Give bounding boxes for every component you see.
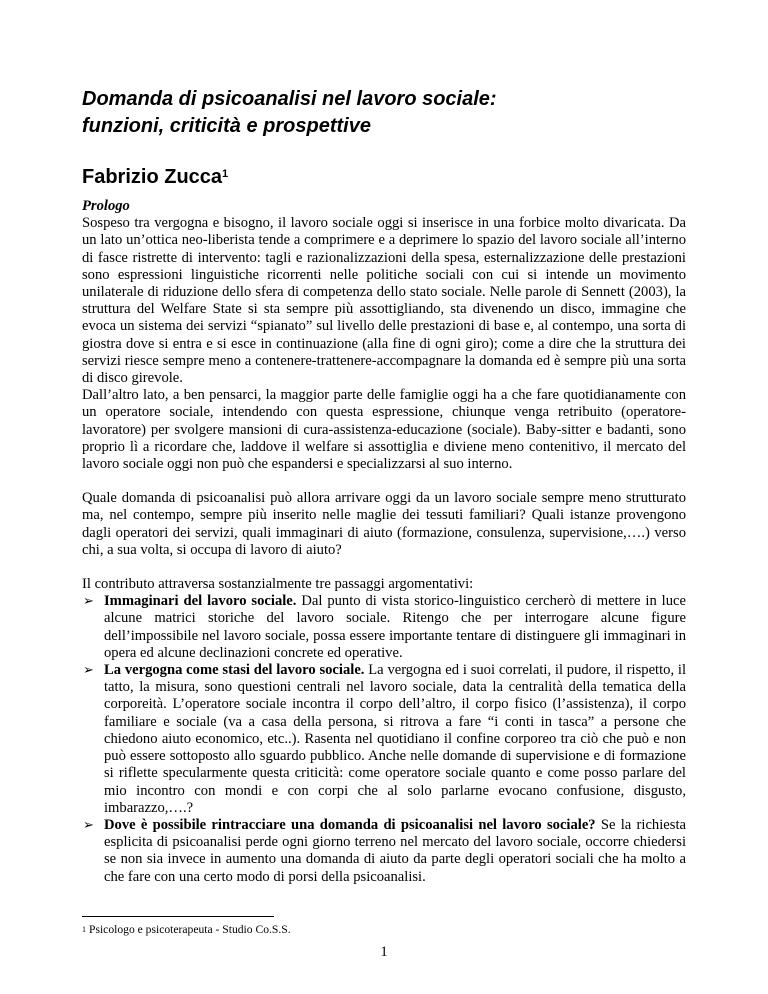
- arrow-bullet-icon: ➢: [83, 594, 94, 610]
- paragraph-spacer: [82, 473, 686, 490]
- arrow-bullet-icon: ➢: [83, 817, 94, 833]
- list-item-text: Dal punto di vista storico-linguistico cercherò di mettere in luce alcune matrici storiche del lavoro sociale. Ritengo che per interrogare alcune figure dell’impossibile nel lavoro sociale, possa essere importante tentare di distinguere gli immaginari in opera ed alcune declinazioni concrete ed operative.: [104, 593, 686, 661]
- argument-list: [82, 593, 686, 885]
- document-title: [82, 86, 722, 139]
- paragraph-2: Dall’altro lato, a ben pensarci, la maggior parte delle famiglie oggi ha a che fare quotidianamente con un operatore sociale, intendendo con questa espressione, chiunque venga retribuito (operatore-lavoratore) per svolgere mansioni di cura-assistenza-educazione (sociale). Baby-sitter e badanti, sono proprio lì a ricordare che, laddove il welfare si assottiglia e diviene meno contenitivo, il mercato del lavoro sociale oggi non può che espandersi e specializzarsi al suo interno.: [82, 387, 686, 473]
- list-item-lead: La vergogna come stasi del lavoro sociale.: [104, 662, 365, 679]
- list-item: [82, 817, 686, 886]
- document-body: [82, 198, 686, 886]
- author-name: [82, 165, 228, 189]
- footnote-reference[interactable]: 1: [222, 168, 229, 180]
- list-item-lead: Dove è possibile rintracciare una domanda di psicoanalisi nel lavoro sociale?: [104, 816, 596, 833]
- section-heading: Prologo: [82, 198, 130, 214]
- paragraph-3: Quale domanda di psicoanalisi può allora arrivare oggi da un lavoro sociale sempre meno strutturato ma, nel contempo, sempre più inserito nelle maglie dei tessuti familiari? Quali istanze provengono dagli operatori dei servizi, quali immaginari di aiuto (formazione, consulenza, supervisione,….) verso chi, a sua volta, si occupa di lavoro di aiuto?: [82, 490, 686, 558]
- list-item-text: La vergogna ed i suoi correlati, il pudore, il rispetto, il tatto, la misura, sono questioni centrali nel lavoro sociale, data la centralità della tematica della corporeità. L’operatore sociale incontra il corpo dell’altro, il corpo fisico (l’assistenza), il corpo familiare e sociale (va a casa della persona, si ritrova a fare “i conti in tasca” a persone che chiedono aiuto economico, etc..). Rasenta nel quotidiano il confine corporeo tra ciò che può e non può essere sottoposto allo sguardo pubblico. Anche nelle domande di supervisione e di formazione si riflette specularmente questa criticità: come operatore sociale quanto e come posso parlare del mio incontro con mondi e con corpi che al solo parlarne evocano confusione, disgusto, imbarazzo,….?: [104, 662, 687, 816]
- list-item-text: Se la richiesta esplicita di psicoanalisi perde ogni giorno terreno nel mercato del lavoro sociale, occorre chiedersi se non sia invece in aumento una domanda di aiuto da parte degli operatori sociali che ha molto a che fare con una certo modo di porsi della psicoanalisi.: [104, 816, 686, 885]
- paragraph-4: Il contributo attraversa sostanzialmente tre passaggi argomentativi:: [82, 576, 474, 593]
- paragraph-spacer: [82, 559, 686, 576]
- footnote-divider: [82, 916, 274, 917]
- arrow-bullet-icon: ➢: [83, 663, 94, 679]
- list-item: [82, 593, 686, 662]
- title-line-1: Domanda di psicoanalisi nel lavoro sociale:: [82, 88, 497, 110]
- page-number: 1: [380, 944, 388, 960]
- paragraph-1: Sospeso tra vergogna e bisogno, il lavoro sociale oggi si inserisce in una forbice molto divaricata. Da un lato un’ottica neo-liberista tende a comprimere e a deprimere lo spazio del lavoro sociale all’interno di fasce ristrette di intervento: tagli e razionalizzazioni della spesa, esternalizzazione delle prestazioni sono espressioni linguistiche ricorrenti nelle politiche sociali con cui si intende un movimento unilaterale di riduzione dello sfera di competenza dello stato sociale. Nelle parole di Sennett (2003), la struttura del Welfare State si sta sempre più assottigliando, sta divenendo un disco, immagine che evoca un sistema dei servizi “spianato” sul livello delle prestazioni di base e, al contempo, una sorta di giostra dove si entra e si esce in continuazione (alla fine di ogni giro); come a dire che la struttura dei servizi riesce sempre meno a contenere-trattenere-accompagnare la domanda ed è sempre più una sorta di disco girevole.: [82, 215, 686, 387]
- footnote: [82, 923, 291, 937]
- author-name-text: Fabrizio Zucca: [82, 166, 223, 188]
- list-item: [82, 662, 686, 817]
- title-line-2: funzioni, criticità e prospettive: [82, 114, 371, 137]
- footnote-text: Psicologo e psicoterapeuta - Studio Co.S.S.: [89, 923, 291, 936]
- list-item-lead: Immaginari del lavoro sociale.: [104, 593, 297, 610]
- footnote-number: 1: [82, 925, 86, 934]
